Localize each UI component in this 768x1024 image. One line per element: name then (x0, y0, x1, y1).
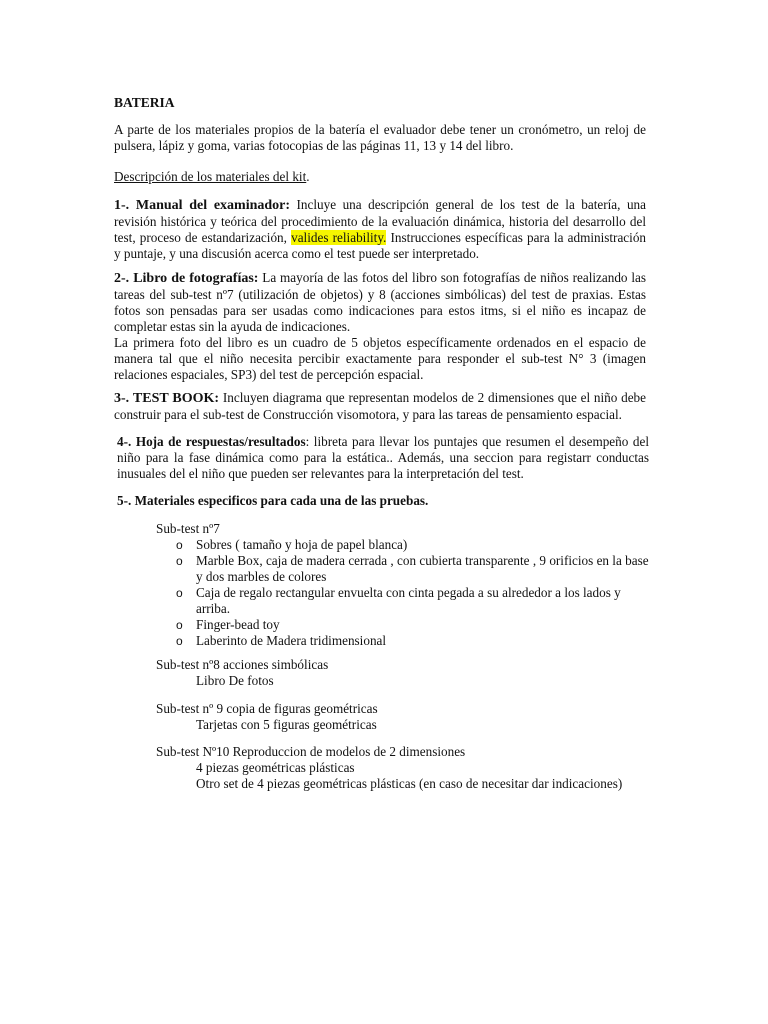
intro-paragraph: A parte de los materiales propios de la batería el evaluador debe tener un cronómetro, un reloj de pulsera, lápiz y goma, varias fotocopias de las páginas 11, 13 y 14 del libro. (114, 122, 646, 153)
subtest-10-label: Sub-test Nº10 Reproduccion de modelos de 2 dimensiones (156, 744, 466, 759)
section-photobook-text-a: La mayoría de las fotos del libro son fotografías de niños realizando las tareas del sub-test nº7 (utilización de objetos) y 8 (acciones simbólicas) del test de praxias. Estas fotos son pensadas para ser usadas como indicaciones para estos itms, si el niño es incapaz de completar estas sin la ayuda de indicaciones. (114, 270, 646, 334)
section-answersheet (117, 434, 649, 482)
subtest-9 (156, 701, 656, 733)
subtest-10-item-1: 4 piezas geométricas plásticas (196, 760, 355, 775)
kit-heading (114, 169, 646, 185)
subtest-9-label: Sub-test nº 9 copia de figuras geométricas (156, 701, 378, 716)
subtest-8-item: Libro De fotos (196, 673, 274, 688)
subtest-9-item: Tarjetas con 5 figuras geométricas (196, 717, 377, 732)
subtest-7-label: Sub-test nº7 (156, 521, 220, 536)
section-testbook-text: Incluyen diagrama que representan modelos de 2 dimensiones que el niño debe construir para el sub-test de Construcción visomotora, y para las tareas de pensamiento espacial. (114, 390, 646, 422)
list-item: o Sobres ( tamaño y hoja de papel blanca) (176, 537, 656, 553)
kit-heading-text: Descripción de los materiales del kit (114, 169, 307, 184)
section-materials-heading: 5-. Materiales especificos para cada una de las pruebas. (117, 493, 429, 508)
list-item: o Marble Box, caja de madera cerrada , con cubierta transparente , 9 orificios en la base y dos marbles de colores (176, 553, 656, 585)
list-item: o Finger-bead toy (176, 617, 656, 633)
section-photobook-para2: La primera foto del libro es un cuadro de 5 objetos específicamente ordenados en el espacio de manera tal que el niño necesita percibir exactamente para responder el sub-test N° 3 (imagen relaciones espaciales, SP3) del test de percepción espacial. (114, 335, 646, 382)
subtest-8 (156, 657, 656, 689)
subtest-7 (156, 521, 656, 649)
subtest-8-label: Sub-test nº8 acciones simbólicas (156, 657, 329, 672)
section-testbook-heading: 3-. TEST BOOK: (114, 391, 220, 406)
section-manual-heading: 1-. Manual del examinador: (114, 198, 291, 213)
section-photobook (114, 270, 646, 383)
subtest-10 (156, 744, 716, 792)
subtest-10-item-2: Otro set de 4 piezas geométricas plásticas (en caso de necesitar dar indicaciones) (196, 776, 623, 791)
list-item: o Laberinto de Madera tridimensional (176, 633, 656, 649)
section-manual (114, 197, 646, 262)
section-answersheet-text: : libreta para llevar los puntajes que resumen el desempeño del niño para la fase dinámica como para la estática.. Además, una seccion para registarr conductas inusuales del el niño que pueden ser relevantes para la interpretación del test. (117, 434, 649, 481)
section-photobook-heading: 2-. Libro de fotografías: (114, 271, 259, 286)
list-item: o Caja de regalo rectangular envuelta con cinta pegada a su alrededor a los lados y arriba. (176, 585, 656, 617)
highlighted-text: valides reliability. (291, 230, 387, 245)
section-manual-text-a: Incluye una descripción general de los test de la batería, una revisión histórica y teórica del procedimiento de la evaluación dinámica, historia del desarrollo del test, proceso de estandarización, (114, 197, 646, 245)
section-testbook (114, 390, 646, 423)
section-photobook-para1 (114, 270, 646, 335)
section-manual-text-b: Instrucciones específicas para la administración y puntaje, y una discusión acerca como el test puede ser interpretado. (114, 230, 647, 261)
kit-heading-period: . (306, 169, 310, 184)
document-title: BATERIA (114, 95, 175, 110)
subtest-7-list (156, 537, 656, 649)
section-answersheet-heading: 4-. Hoja de respuestas/resultados (117, 434, 306, 449)
